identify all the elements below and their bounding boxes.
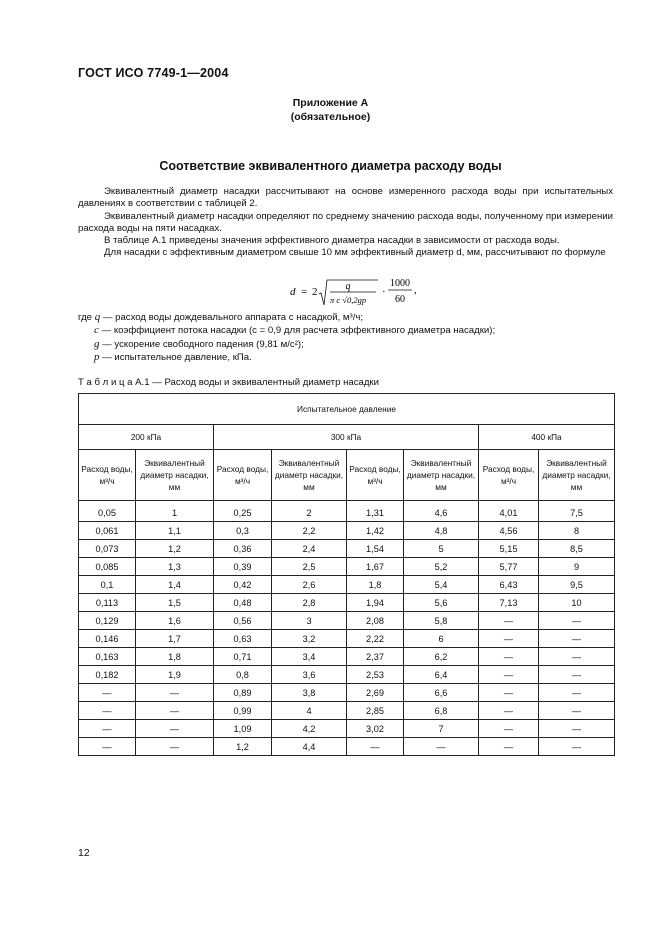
table-cell: 1,09 bbox=[214, 720, 272, 738]
diameter-header: Эквивалентный диаметр насадки, мм bbox=[539, 450, 615, 501]
table-cell: 0,42 bbox=[214, 576, 272, 594]
definition-c: c — коэффициент потока насадки (c = 0,9 для расчета эффективного диаметра насадки); bbox=[94, 324, 496, 337]
annex-status: (обязательное) bbox=[290, 111, 371, 123]
table-cell: — bbox=[539, 666, 615, 684]
paragraph: В таблице А.1 приведены значения эффективного диаметра насадки в зависимости от расхода воды. bbox=[104, 235, 560, 247]
body-text bbox=[78, 186, 613, 260]
paragraph: Эквивалентный диаметр насадки рассчитывают на основе измеренного расхода воды при испытательных давлениях в соответствии с таблицей 2. bbox=[78, 186, 613, 210]
table-cell: 0,113 bbox=[79, 594, 136, 612]
table-cell: 7 bbox=[404, 720, 479, 738]
table-cell: 1,8 bbox=[136, 648, 214, 666]
table-cell: — bbox=[404, 738, 479, 756]
table-row bbox=[79, 648, 615, 666]
document-header: ГОСТ ИСО 7749-1—2004 bbox=[78, 66, 229, 80]
table-cell: 3 bbox=[272, 612, 347, 630]
table-cell: 0,05 bbox=[79, 501, 136, 522]
table-cell: 4,2 bbox=[272, 720, 347, 738]
table-cell: 1,42 bbox=[347, 522, 404, 540]
table-cell: 2,85 bbox=[347, 702, 404, 720]
table-cell: 0,48 bbox=[214, 594, 272, 612]
table-cell: — bbox=[539, 648, 615, 666]
table-row bbox=[79, 594, 615, 612]
table-cell: 0,163 bbox=[79, 648, 136, 666]
table-cell: — bbox=[479, 630, 539, 648]
table-cell: — bbox=[479, 648, 539, 666]
table-cell: 2,5 bbox=[272, 558, 347, 576]
table-cell: 4 bbox=[272, 702, 347, 720]
formula-lhs: d bbox=[290, 286, 296, 298]
table-cell: 2,22 bbox=[347, 630, 404, 648]
table-cell: 5,6 bbox=[404, 594, 479, 612]
table-cell: 9 bbox=[539, 558, 615, 576]
table-row bbox=[79, 666, 615, 684]
table-cell: 4,4 bbox=[272, 738, 347, 756]
definition-q: где q — расход воды дождевального аппарата с насадкой, м³/ч; bbox=[78, 311, 364, 323]
table-cell: 5,15 bbox=[479, 540, 539, 558]
group-300-kpa: 300 кПа bbox=[214, 425, 479, 450]
table-cell: 1,67 bbox=[347, 558, 404, 576]
table-cell: 4,6 bbox=[404, 501, 479, 522]
table-cell: — bbox=[479, 738, 539, 756]
page-number: 12 bbox=[78, 847, 90, 859]
table-cell: 4,01 bbox=[479, 501, 539, 522]
table-cell: 2,08 bbox=[347, 612, 404, 630]
table-cell: 5,8 bbox=[404, 612, 479, 630]
annex-title: Приложение А bbox=[292, 97, 369, 109]
formula-coef: 2 bbox=[312, 286, 318, 298]
table-body bbox=[79, 501, 615, 756]
diameter-header: Эквивалентный диаметр насадки, мм bbox=[404, 450, 479, 501]
table-cell: — bbox=[79, 684, 136, 702]
table-cell: — bbox=[479, 612, 539, 630]
flow-rate-header: Расход воды, м³/ч bbox=[479, 450, 539, 501]
table-cell: 6,4 bbox=[404, 666, 479, 684]
table-cell: 2,37 bbox=[347, 648, 404, 666]
table-cell: 0,56 bbox=[214, 612, 272, 630]
table-cell: 1,6 bbox=[136, 612, 214, 630]
table-cell: 1,54 bbox=[347, 540, 404, 558]
table-cell: 0,99 bbox=[214, 702, 272, 720]
table-cell: 4,8 bbox=[404, 522, 479, 540]
table-cell: 3,4 bbox=[272, 648, 347, 666]
table-cell: 0,3 bbox=[214, 522, 272, 540]
table-cell: 0,71 bbox=[214, 648, 272, 666]
factor-numerator: 1000 bbox=[390, 278, 410, 289]
table-cell: 0,085 bbox=[79, 558, 136, 576]
table-cell: — bbox=[539, 684, 615, 702]
table-cell: 0,36 bbox=[214, 540, 272, 558]
table-row bbox=[79, 576, 615, 594]
table-cell: — bbox=[479, 684, 539, 702]
table-cell: 1,5 bbox=[136, 594, 214, 612]
table-cell: — bbox=[79, 702, 136, 720]
table-cell: 2,4 bbox=[272, 540, 347, 558]
flow-rate-header: Расход воды, м³/ч bbox=[214, 450, 272, 501]
table-cell: 8 bbox=[539, 522, 615, 540]
table-cell: — bbox=[539, 702, 615, 720]
table-cell: 0,129 bbox=[79, 612, 136, 630]
table-cell: 4,56 bbox=[479, 522, 539, 540]
table-cell: 0,89 bbox=[214, 684, 272, 702]
table-cell: 2,8 bbox=[272, 594, 347, 612]
table-cell: 6,6 bbox=[404, 684, 479, 702]
table-cell: 0,25 bbox=[214, 501, 272, 522]
table-cell: 0,1 bbox=[79, 576, 136, 594]
table-row bbox=[79, 501, 615, 522]
table-cell: 0,39 bbox=[214, 558, 272, 576]
table-cell: 6 bbox=[404, 630, 479, 648]
table-cell: 3,2 bbox=[272, 630, 347, 648]
table-cell: — bbox=[79, 738, 136, 756]
table-cell: 6,2 bbox=[404, 648, 479, 666]
formula-trail: , bbox=[414, 284, 417, 296]
table-cell: 2,69 bbox=[347, 684, 404, 702]
formula-denominator: π c √0,2gp bbox=[330, 295, 367, 305]
table-cell: 3,02 bbox=[347, 720, 404, 738]
test-pressure-header: Испытательное давление bbox=[79, 394, 615, 425]
table-cell: — bbox=[79, 720, 136, 738]
paragraph: Эквивалентный диаметр насадки определяют по среднему значению расхода воды, полученному при измерении расхода воды на пяти насадках. bbox=[78, 210, 613, 234]
table-cell: 2,53 bbox=[347, 666, 404, 684]
table-cell: 1,2 bbox=[136, 540, 214, 558]
column-headers bbox=[79, 450, 615, 501]
table-cell: — bbox=[479, 666, 539, 684]
table-cell: 3,8 bbox=[272, 684, 347, 702]
table-cell: 0,182 bbox=[79, 666, 136, 684]
table-row bbox=[79, 522, 615, 540]
table-caption: Т а б л и ц а А.1 — Расход воды и эквивалентный диаметр насадки bbox=[78, 377, 379, 388]
table-cell: — bbox=[539, 612, 615, 630]
definition-g: g — ускорение свободного падения (9,81 м/с²); bbox=[94, 337, 304, 350]
table-cell: 0,146 bbox=[79, 630, 136, 648]
group-200-kpa: 200 кПа bbox=[79, 425, 214, 450]
formula-eq: = bbox=[301, 286, 308, 298]
flow-rate-header: Расход воды, м³/ч bbox=[347, 450, 404, 501]
table-cell: 7,13 bbox=[479, 594, 539, 612]
table-cell: 1,31 bbox=[347, 501, 404, 522]
table-cell: 1,94 bbox=[347, 594, 404, 612]
table-cell: — bbox=[347, 738, 404, 756]
table-cell: 5,2 bbox=[404, 558, 479, 576]
table-row bbox=[79, 738, 615, 756]
table-cell: — bbox=[136, 738, 214, 756]
table-cell: 5 bbox=[404, 540, 479, 558]
table-cell: 5,4 bbox=[404, 576, 479, 594]
table-cell: — bbox=[136, 720, 214, 738]
formula-numerator: q bbox=[345, 281, 351, 292]
table-cell: 2 bbox=[272, 501, 347, 522]
table-cell: 8,5 bbox=[539, 540, 615, 558]
table-cell: 1,1 bbox=[136, 522, 214, 540]
table-cell: 7,5 bbox=[539, 501, 615, 522]
diameter-header: Эквивалентный диаметр насадки, мм bbox=[136, 450, 214, 501]
table-cell: 2,6 bbox=[272, 576, 347, 594]
table-cell: 1 bbox=[136, 501, 214, 522]
table-cell: 1,2 bbox=[214, 738, 272, 756]
table-cell: 1,7 bbox=[136, 630, 214, 648]
group-400-kpa: 400 кПа bbox=[479, 425, 615, 450]
table-cell: 9,5 bbox=[539, 576, 615, 594]
diameter-header: Эквивалентный диаметр насадки, мм bbox=[272, 450, 347, 501]
table-cell: 1,8 bbox=[347, 576, 404, 594]
table-row bbox=[79, 720, 615, 738]
diameter-formula bbox=[290, 275, 430, 311]
table-cell: — bbox=[539, 738, 615, 756]
table-cell: 0,061 bbox=[79, 522, 136, 540]
table-cell: 3,6 bbox=[272, 666, 347, 684]
table-row bbox=[79, 702, 615, 720]
table-cell: 1,9 bbox=[136, 666, 214, 684]
table-row bbox=[79, 540, 615, 558]
table-cell: — bbox=[136, 702, 214, 720]
table-row bbox=[79, 558, 615, 576]
table-row bbox=[79, 684, 615, 702]
table-cell: 1,4 bbox=[136, 576, 214, 594]
table-cell: 10 bbox=[539, 594, 615, 612]
table-cell: — bbox=[539, 630, 615, 648]
table-cell: — bbox=[136, 684, 214, 702]
table-cell: — bbox=[479, 702, 539, 720]
table-cell: 1,3 bbox=[136, 558, 214, 576]
table-cell: 6,43 bbox=[479, 576, 539, 594]
factor-denominator: 60 bbox=[395, 294, 405, 305]
paragraph: Для насадки с эффективным диаметром свыше 10 мм эффективный диаметр d, мм, рассчитывают по формуле bbox=[104, 247, 606, 259]
section-title: Соответствие эквивалентного диаметра расходу воды bbox=[159, 159, 502, 173]
formula-dot: · bbox=[382, 286, 386, 298]
variable-definitions bbox=[78, 311, 495, 365]
table-cell: 0,073 bbox=[79, 540, 136, 558]
flow-diameter-table bbox=[78, 393, 615, 756]
table-cell: 0,63 bbox=[214, 630, 272, 648]
table-cell: 6,8 bbox=[404, 702, 479, 720]
table-cell: 0,8 bbox=[214, 666, 272, 684]
table-row bbox=[79, 612, 615, 630]
table-row bbox=[79, 630, 615, 648]
table-cell: 5,77 bbox=[479, 558, 539, 576]
flow-rate-header: Расход воды, м³/ч bbox=[79, 450, 136, 501]
table-cell: — bbox=[539, 720, 615, 738]
table-cell: — bbox=[479, 720, 539, 738]
table-cell: 2,2 bbox=[272, 522, 347, 540]
definition-p: p — испытательное давление, кПа. bbox=[94, 351, 252, 364]
